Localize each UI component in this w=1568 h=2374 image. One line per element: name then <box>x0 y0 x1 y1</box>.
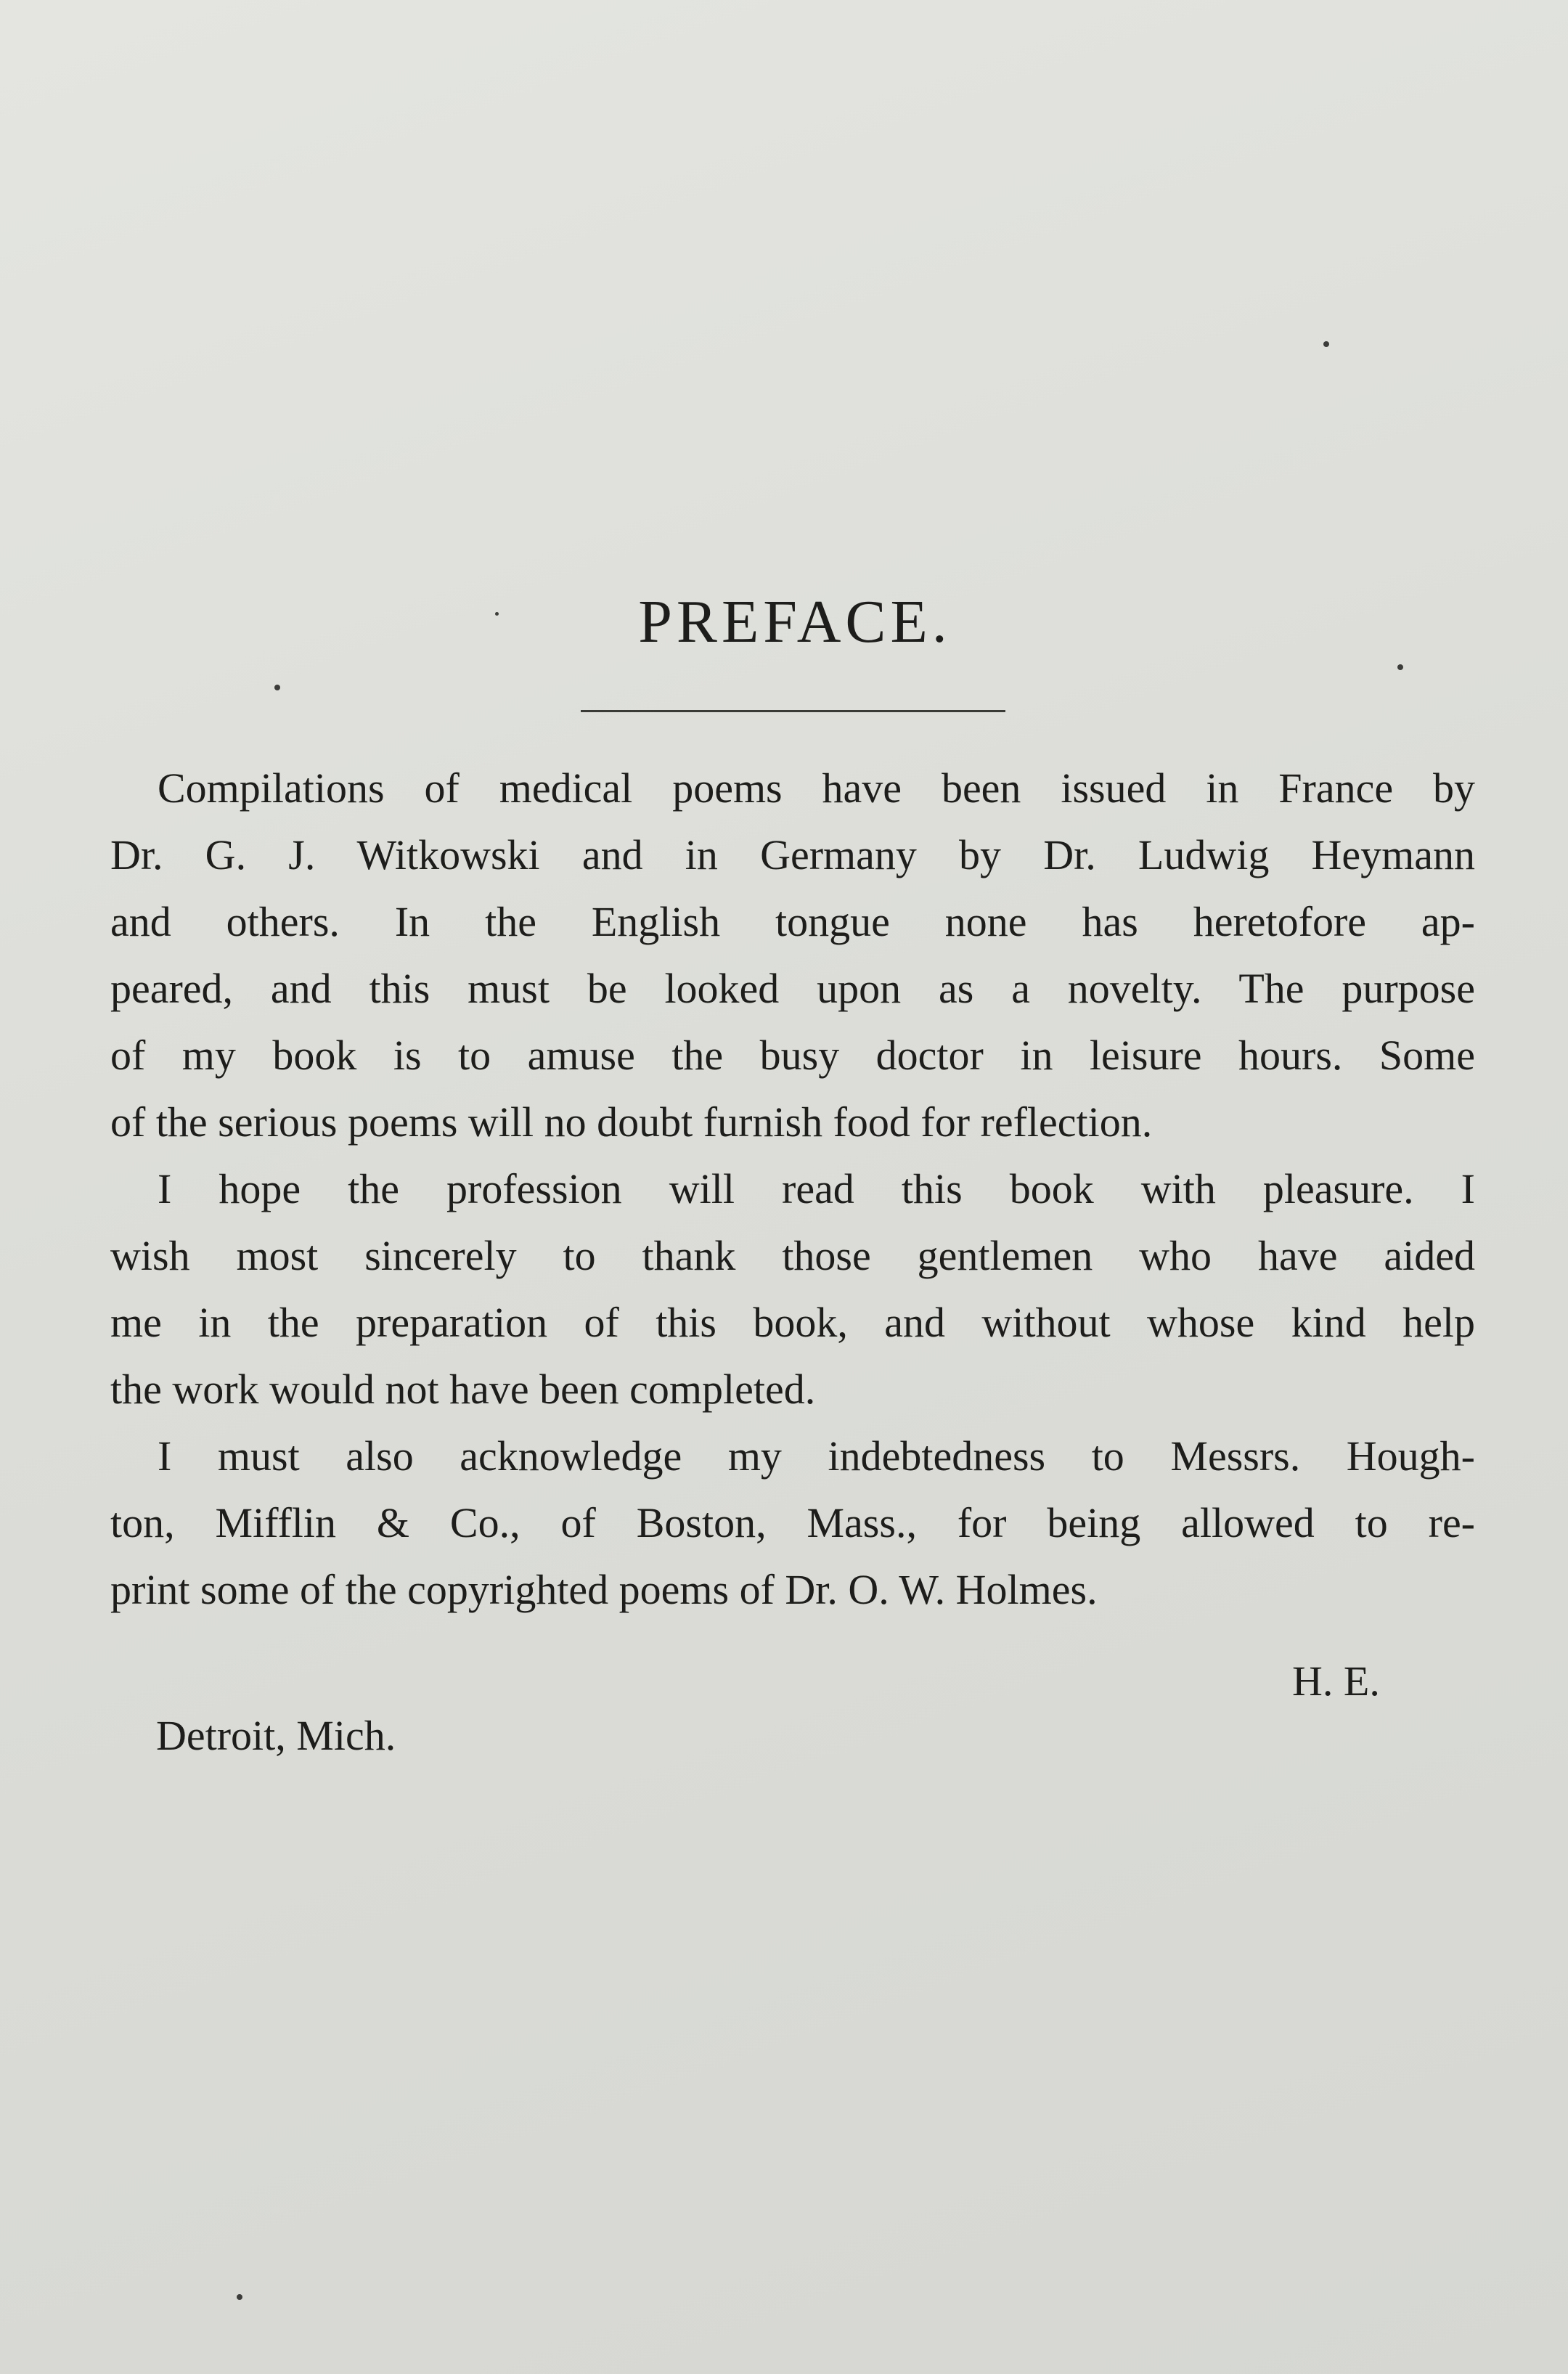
page-title: PREFACE. <box>638 588 952 656</box>
place-line: Detroit, Mich. <box>156 1712 396 1759</box>
paragraph-2-line-3: me in the preparation of this book, and without whose kind help <box>110 1299 1475 1346</box>
paragraph-3-line-2: ton, Mifflin & Co., of Boston, Mass., for being allowed to re- <box>110 1499 1475 1546</box>
paper-speck <box>1323 341 1329 347</box>
paragraph-1-line-5: of my book is to amuse the busy doctor in leisure hours. Some <box>110 1032 1475 1079</box>
author-initials: H. E. <box>1292 1657 1380 1705</box>
paragraph-2-line-1: I hope the profession will read this book with pleasure. I <box>158 1165 1475 1212</box>
paragraph-2-line-4: the work would not have been completed. <box>110 1366 816 1413</box>
paper-speck <box>237 2294 242 2300</box>
paragraph-1-line-6: of the serious poems will no doubt furnish food for reflection. <box>110 1098 1153 1146</box>
paragraph-1-line-3: and others. In the English tongue none has heretofore ap- <box>110 898 1475 945</box>
title-rule <box>581 710 1005 712</box>
paragraph-2-line-2: wish most sincerely to thank those gentlemen who have aided <box>110 1232 1475 1279</box>
paragraph-3-line-3: print some of the copyrighted poems of Dr. O. W. Holmes. <box>110 1566 1098 1613</box>
preface-body <box>110 755 1475 1623</box>
paper-speck <box>274 685 280 690</box>
paragraph-3-line-1: I must also acknowledge my indebtedness to Messrs. Hough- <box>158 1432 1475 1480</box>
paper-speck <box>1397 664 1403 670</box>
paragraph-1-line-2: Dr. G. J. Witkowski and in Germany by Dr. Ludwig Heymann <box>110 831 1475 878</box>
paragraph-1-line-4: peared, and this must be looked upon as a novelty. The purpose <box>110 965 1475 1012</box>
paragraph-1-line-1: Compilations of medical poems have been issued in France by <box>158 764 1475 812</box>
paper-speck <box>495 612 499 616</box>
